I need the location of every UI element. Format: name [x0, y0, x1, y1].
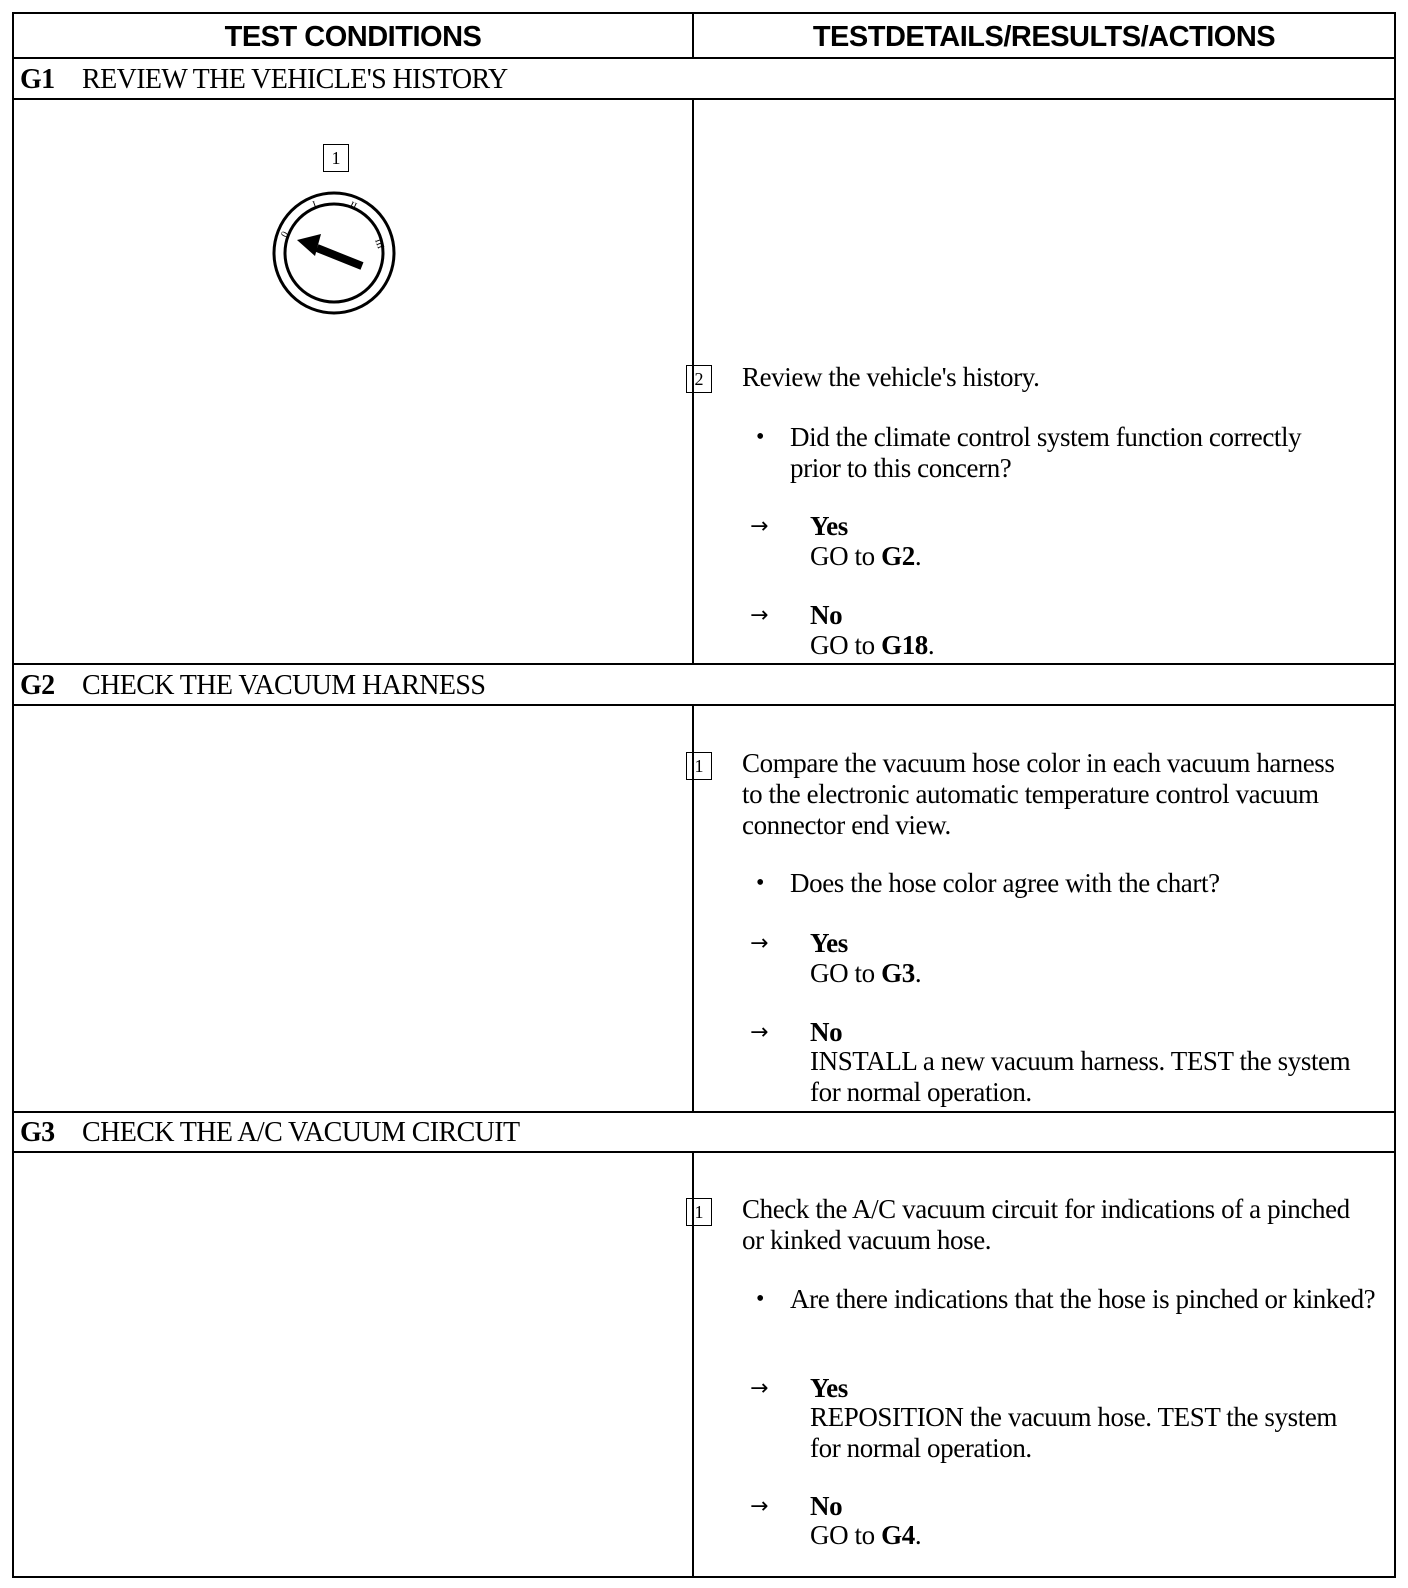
instruction-text: Review the vehicle's history.: [742, 362, 1040, 392]
arrow-icon: →: [750, 931, 769, 956]
divider: [14, 663, 1394, 665]
ignition-label-run: II: [347, 199, 359, 213]
column-divider: [692, 14, 694, 58]
bullet: •: [756, 424, 765, 450]
section-header-g2: [20, 666, 485, 706]
question-text: Are there indications that the hose is pinched or kinked?: [790, 1284, 1376, 1314]
no-action: INSTALL a new vacuum harness. TEST the system for normal operation.: [810, 1046, 1351, 1107]
instruction-text: Compare the vacuum hose color in each vacuum harness to the electronic automatic temperature control vacuum connector end view.: [742, 748, 1335, 840]
question-text: Does the hose color agree with the chart?: [790, 868, 1220, 898]
ignition-label-start: III: [372, 237, 386, 251]
yes-label: Yes: [810, 511, 848, 541]
section-title: CHECK THE A/C VACUUM CIRCUIT: [82, 1117, 520, 1148]
no-label: No: [810, 600, 843, 630]
section-title: CHECK THE VACUUM HARNESS: [82, 670, 486, 701]
section-header-g1: [20, 60, 508, 100]
question-text: Did the climate control system function correctly prior to this concern?: [790, 422, 1302, 483]
section-header-g3: [20, 1113, 520, 1153]
arrow-icon: →: [750, 514, 769, 539]
arrow-icon: →: [750, 1020, 769, 1045]
yes-action: REPOSITION the vacuum hose. TEST the system for normal operation.: [810, 1402, 1338, 1463]
ignition-label-off: 0: [279, 229, 292, 240]
ignition-switch-icon: [271, 190, 397, 316]
yes-label: Yes: [810, 1373, 848, 1403]
target-step: G2: [881, 541, 915, 571]
no-label: No: [810, 1491, 843, 1521]
arrow-icon: →: [750, 1494, 769, 1519]
no-action: GO to G18.: [810, 630, 935, 660]
no-label: No: [810, 1017, 843, 1047]
step-number-box: 1: [686, 1198, 712, 1226]
yes-label: Yes: [810, 928, 848, 958]
step-number-box: 1: [686, 752, 712, 780]
target-step: G4: [881, 1520, 915, 1550]
test-table: [12, 12, 1396, 1578]
target-step: G18: [881, 630, 928, 660]
bullet: •: [756, 870, 765, 896]
ignition-label-acc: I: [311, 199, 319, 211]
target-step: G3: [881, 958, 915, 988]
section-code: G1: [20, 64, 55, 95]
divider: [14, 57, 1394, 59]
header-test-conditions: TEST CONDITIONS: [224, 21, 482, 53]
section-code: G2: [20, 670, 55, 701]
step-number-box: 2: [686, 365, 712, 393]
bullet: •: [756, 1286, 765, 1312]
yes-action: GO to G2.: [810, 541, 922, 571]
section-title: REVIEW THE VEHICLE'S HISTORY: [82, 64, 508, 95]
header-test-details: TESTDETAILS/RESULTS/ACTIONS: [812, 21, 1276, 53]
section-code: G3: [20, 1117, 55, 1148]
arrow-icon: →: [750, 603, 769, 628]
instruction-text: Check the A/C vacuum circuit for indications of a pinched or kinked vacuum hose.: [742, 1194, 1350, 1255]
yes-action: GO to G3.: [810, 958, 922, 988]
no-action: GO to G4.: [810, 1520, 922, 1550]
step-number-box: 1: [323, 144, 349, 172]
arrow-icon: →: [750, 1376, 769, 1401]
